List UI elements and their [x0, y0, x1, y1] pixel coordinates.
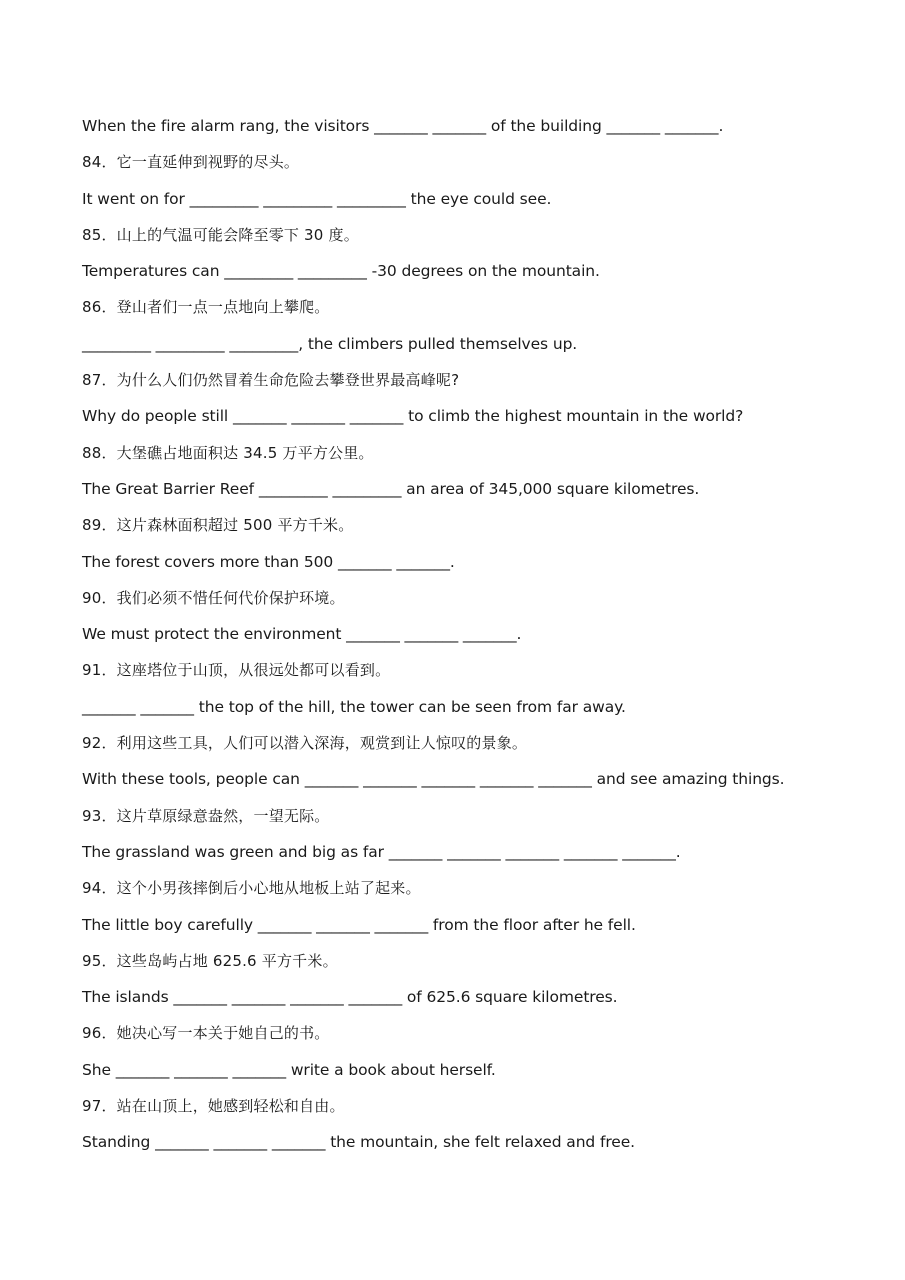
answer-line-83: When the fire alarm rang, the visitors _______ _______ of the building _______ _______. [82, 117, 724, 135]
question-89: 89．这片森林面积超过 500 平方千米。 [82, 516, 354, 535]
answer-line-94: The little boy carefully _______ _______ _______ from the floor after he fell. [82, 915, 636, 934]
answer-line-92: With these tools, people can _______ _______ _______ _______ _______ and see amazing things. [82, 770, 785, 789]
question-96: 96．她决心写一本关于她自己的书。 [82, 1024, 330, 1043]
question-86: 86．登山者们一点一点地向上攀爬。 [82, 298, 330, 317]
answer-line-90: We must protect the environment _______ _______ _______. [82, 625, 522, 644]
question-88: 88．大堡礁占地面积达 34.5 万平方公里。 [82, 443, 374, 462]
question-85: 85．山上的气温可能会降至零下 30 度。 [82, 225, 359, 244]
answer-line-88: The Great Barrier Reef _________ _________ an area of 345,000 square kilometres. [82, 479, 700, 498]
answer-line-84: It went on for _________ _________ _________ the eye could see. [82, 189, 552, 208]
question-87: 87．为什么人们仍然冒着生命危险去攀登世界最高峰呢? [82, 371, 460, 390]
question-94: 94．这个小男孩摔倒后小心地从地板上站了起来。 [82, 879, 421, 898]
answer-line-97: Standing _______ _______ _______ the mountain, she felt relaxed and free. [82, 1133, 635, 1152]
question-95: 95．这些岛屿占地 625.6 平方千米。 [82, 951, 338, 970]
question-92: 92．利用这些工具，人们可以潜入深海，观赏到让人惊叹的景象。 [82, 734, 528, 753]
question-90: 90．我们必须不惜任何代价保护环境。 [82, 588, 345, 607]
answer-line-91: _______ _______ the top of the hill, the tower can be seen from far away. [82, 697, 626, 716]
question-97: 97．站在山顶上，她感到轻松和自由。 [82, 1097, 345, 1116]
answer-line-87: Why do people still _______ _______ _______ to climb the highest mountain in the world? [82, 407, 744, 426]
worksheet-page [82, 112, 872, 1165]
answer-line-89: The forest covers more than 500 _______ _______. [82, 552, 455, 571]
answer-line-93: The grassland was green and big as far _______ _______ _______ _______ _______. [82, 842, 681, 861]
answer-line-85: Temperatures can _________ _________ -30 degrees on the mountain. [82, 262, 600, 281]
question-84: 84．它一直延伸到视野的尽头。 [82, 153, 300, 172]
question-91: 91．这座塔位于山顶，从很远处都可以看到。 [82, 661, 391, 680]
answer-line-96: She _______ _______ _______ write a book about herself. [82, 1060, 496, 1079]
answer-line-95: The islands _______ _______ _______ _______ of 625.6 square kilometres. [82, 988, 618, 1007]
question-93: 93．这片草原绿意盎然，一望无际。 [82, 806, 330, 825]
answer-line-86: _________ _________ _________, the climbers pulled themselves up. [82, 334, 578, 353]
